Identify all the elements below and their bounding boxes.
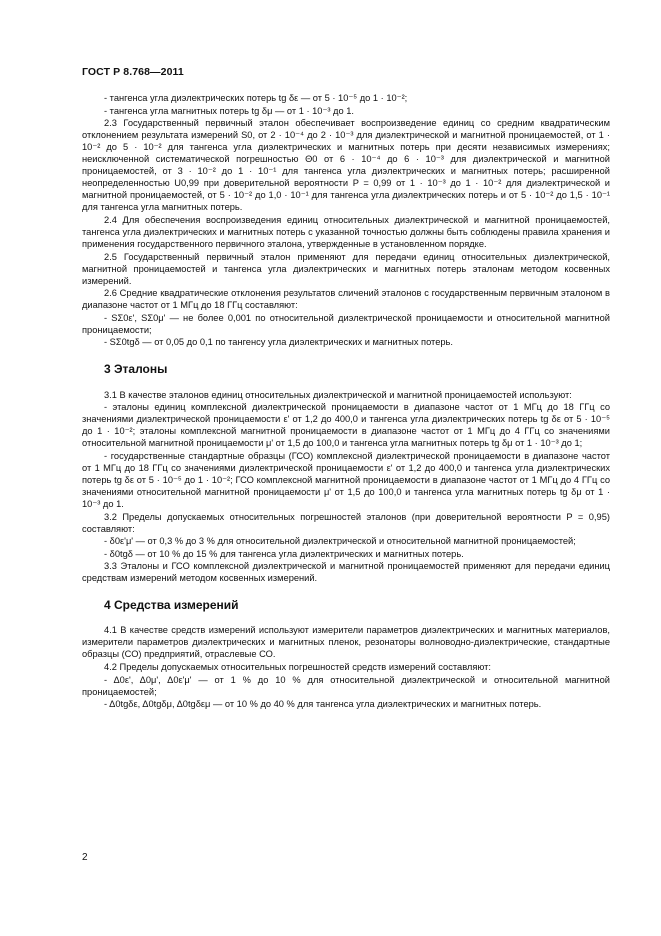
paragraph: - тангенса угла диэлектрических потерь tg δε — от 5 · 10⁻⁵ до 1 · 10⁻²; xyxy=(104,93,408,103)
page-body xyxy=(82,92,610,711)
paragraph: 3.1 В качестве эталонов единиц относительных диэлектрической и магнитной проницаемостей используют: xyxy=(104,389,572,400)
paragraph: 2.5 Государственный первичный эталон применяют для передачи единиц относительных диэлектрической, магнитной проницаемостей и тангенса угла диэлектрических и магнитных потерь эталонам методом косвенных измерений. xyxy=(82,251,610,286)
paragraph: - SΣ0tgδ — от 0,05 до 0,1 по тангенсу угла диэлектрических и магнитных потерь. xyxy=(104,337,453,348)
page-number: 2 xyxy=(82,852,88,863)
paragraph: - SΣ0ε', SΣ0μ' — не более 0,001 по относительной диэлектрической проницаемости и относительной магнитной проницаемости; xyxy=(82,312,610,335)
paragraph: - эталоны единиц комплексной диэлектрической проницаемости в диапазоне частот от 1 МГц до 18 ГГц со значениями диэлектрической проницаемости ε' от 1,2 до 400,0 и тангенса угла диэлектрических потерь tg δε от 5 · 10⁻⁵ до 1 · 10⁻²; эталоны комплексной магнитной проницаемости в диапазоне частот от 1 МГц до 4 ГГц со значениями относительной магнитной проницаемости μ' от 1,5 до 100,0 и тангенса угла магнитных потерь tg δμ от 1 · 10⁻³ до 1; xyxy=(82,402,610,449)
paragraph: 3.3 Эталоны и ГСО комплексной диэлектрической и магнитной проницаемостей применяют для передачи единиц средствам измерений методом косвенных измерений. xyxy=(82,561,610,584)
section-heading: 3 Эталоны xyxy=(104,362,168,377)
paragraph: - государственные стандартные образцы (ГСО) комплексной диэлектрической проницаемости в диапазоне частот от 1 МГц до 18 ГГц со значениями диэлектрической проницаемости ε' от 1,2 до 400,0 и тангенса угла диэлектрических потерь tg δε от 5 · 10⁻⁵ до 1 · 10⁻²; ГСО комплексной магнитной проницаемости в диапазоне частот от 1 МГц до 4 ГГц со значениями относительной магнитной проницаемости μ' от 1,5 до 100,0 и тангенса угла магнитных потерь tg δμ от 1 · 10⁻³ до 1. xyxy=(82,450,610,509)
section-heading: 4 Средства измерений xyxy=(104,598,239,613)
paragraph: 2.4 Для обеспечения воспроизведения единиц относительных диэлектрической и магнитной проницаемостей, тангенса угла диэлектрических и магнитных потерь с указанной точностью должны быть соблюдены правила хранения и применения государственного первичного эталона, утвержденные в установленном порядке. xyxy=(82,214,610,250)
paragraph: - δ0ε'μ' — от 0,3 % до 3 % для относительной диэлектрической и относительной магнитной проницаемостей; xyxy=(104,536,576,547)
paragraph: - Δ0ε', Δ0μ', Δ0ε'μ' — от 1 % до 10 % для относительной диэлектрической и относительной магнитной проницаемостей; xyxy=(82,674,610,697)
paragraph: 3.2 Пределы допускаемых относительных погрешностей эталонов (при доверительной вероятности P = 0,95) составляют: xyxy=(82,511,610,534)
paragraph: - δ0tgδ — от 10 % до 15 % для тангенса угла диэлектрических и магнитных потерь. xyxy=(104,548,464,559)
page-header: ГОСТ Р 8.768—2011 xyxy=(82,66,184,78)
paragraph: - Δ0tgδε, Δ0tgδμ, Δ0tgδεμ — от 10 % до 40 % для тангенса угла диэлектрических и магнитных потерь. xyxy=(104,699,542,710)
paragraph: 2.3 Государственный первичный эталон обеспечивает воспроизведение единиц со средним квадратическим отклонением результата измерений S0, от 2 · 10⁻⁴ до 2 · 10⁻³ для диэлектрической и магнитной проницаемостей, от 1 · 10⁻² до 5 · 10⁻² для тангенса угла диэлектрических и магнитных потерь при десяти независимых измерениях; неисключенной систематической погрешностью Θ0 от 6 · 10⁻⁴ до 6 · 10⁻³ для диэлектрической и магнитной проницаемостей, от 3 · 10⁻² до 1 · 10⁻¹ для тангенса угла диэлектрических и магнитных потерь; расширенной неопределенностью U0,99 при доверительной вероятности P = 0,99 от 1 · 10⁻³ до 1 · 10⁻² для диэлектрической и магнитной проницаемостей, от 5 · 10⁻² до 1,0 · 10⁻¹ для тангенса угла диэлектрических потерь и от 5 · 10⁻² до 1,5 · 10⁻¹ для тангенса угла магнитных потерь. xyxy=(82,118,610,213)
paragraph: 2.6 Средние квадратические отклонения результатов сличений эталонов с государственным первичным эталоном в диапазоне частот от 1 МГц до 18 ГГц составляют: xyxy=(82,288,610,311)
paragraph: 4.1 В качестве средств измерений используют измерители параметров диэлектрических и магнитных материалов, измерители параметров диэлектрических и магнитных пленок, резонаторы волноводно-диэлектрические, стандартные образцы (СО) предприятий, отраслевые СО. xyxy=(82,625,610,660)
paragraph: - тангенса угла магнитных потерь tg δμ — от 1 · 10⁻³ до 1. xyxy=(104,105,354,116)
paragraph: 4.2 Пределы допускаемых относительных погрешностей средств измерений составляют: xyxy=(104,661,491,672)
